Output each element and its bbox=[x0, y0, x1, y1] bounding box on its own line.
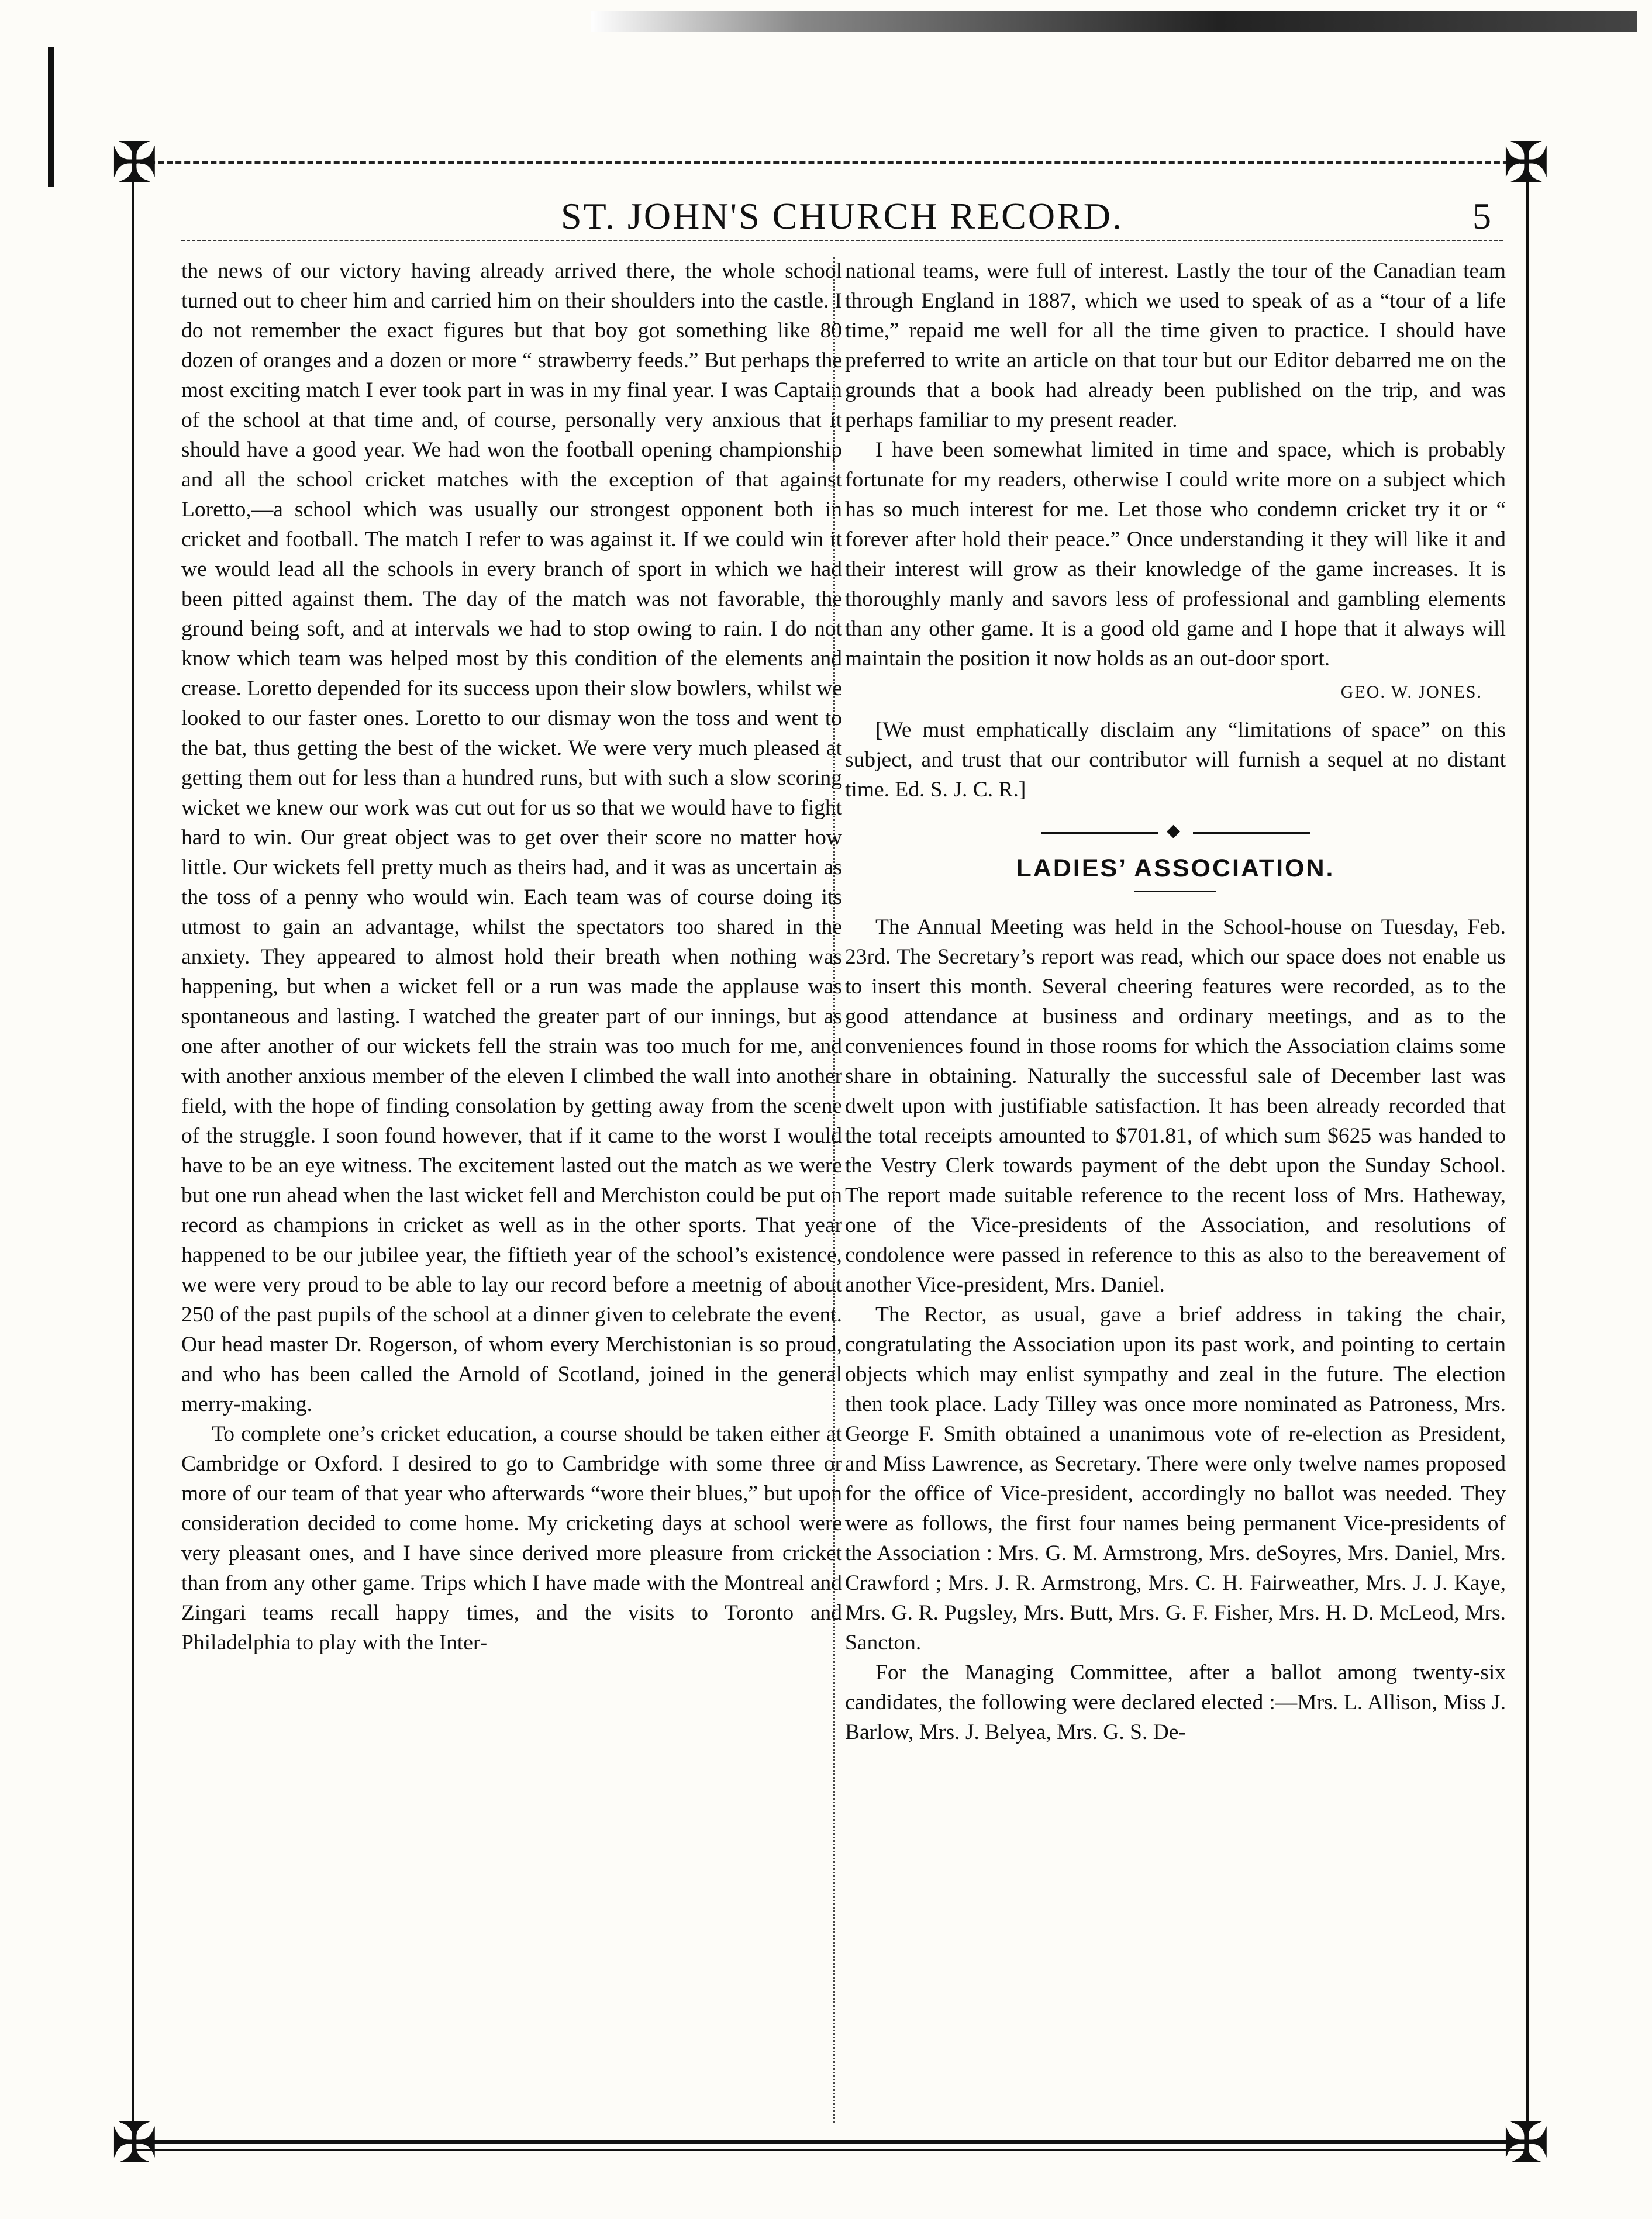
page-number: 5 bbox=[1472, 195, 1491, 237]
divider-line bbox=[1041, 832, 1158, 834]
bottom-rule bbox=[132, 2140, 1526, 2144]
maltese-cross-icon: ✠ bbox=[1502, 130, 1550, 195]
section-paragraph: The Annual Meeting was held in the School-house on Tuesday, Feb. 23rd. The Secretary’s report was read, which our space does not enable us to insert this month. Several cheering features were recorded, as to the good attendance at business and ordinary meetings, and as to the conveniences found in those rooms for which the Association claims some share in obtaining. Naturally the successful sale of December last was dwelt upon with justifiable satisfaction. It has been already recorded that the total receipts amounted to $701.81, of which sum $625 was handed to the Vestry Clerk towards payment of the debt upon the Sunday School. The report made suitable reference to the recent loss of Mrs. Hatheway, one of the Vice-presidents of the Association, and resolutions of condolence were passed in reference to this as also to the bereavement of another Vice-president, Mrs. Daniel. bbox=[845, 915, 1506, 1297]
article-paragraph: the news of our victory having already arrived there, the whole school turned out to cheer him and carried him on their shoulders into the castle. I do not remember the exact figures but that boy got something like 80 dozen of oranges and a dozen or more “ strawberry feeds.” But perhaps the most exciting match I ever took part in was in my final year. I was Captain of the school at that time and, of course, personally very anxious that it should have a good year. We had won the football opening championship and all the school cricket matches with the exception of that against Loretto,—a school which was usually our strongest opponent both in cricket and football. The match I refer to was against it. If we could win it we would lead all the schools in every branch of sport in which we had been pitted against them. The day of the match was not favorable, the ground being soft, and at intervals we had to stop owing to rain. I do not know which team was helped most by this condition of the elements and crease. Loretto depended for its success upon their slow bowlers, whilst we looked to our faster ones. Loretto to our dismay won the toss and went to the bat, thus getting the best of the wicket. We were very much pleased at getting them out for less than a hundred runs, but with such a slow scoring wicket we knew our work was cut out for us so that we would have to fight hard to win. Our great object was to get over their score no matter how little. Our wickets fell pretty much as theirs had, and it was as uncertain as the toss of a penny who would win. Each team was of course doing its utmost to gain an advantage, whilst the spectators too shared in the anxiety. They appeared to almost hold their breath when nothing was happening, but when a wicket fell or a run was made the applause was spontaneous and lasting. I watched the greater part of our innings, but as one after another of our wickets fell the strain was too much for me, and with another anxious member of the eleven I climbed the wall into another field, with the hope of finding consolation by getting away from the scene of the struggle. I soon found however, that if it came to the worst I would have to be an eye witness. The excitement lasted out the match as we were but one run ahead when the last wicket fell and Merchiston could be put on record as champions in cricket as well as in the other sports. That year happened to be our jubilee year, the fiftieth year of the school’s existence, we were very proud to be able to lay our record before a meetnig of about 250 of the past pupils of the school at a dinner given to celebrate the event. Our head master Dr. Rogerson, of whom every Merchistonian is so proud, and who has been called the Arnold of Scotland, joined in the general merry-making. bbox=[181, 259, 842, 1416]
article-paragraph: I have been somewhat limited in time and space, which is probably fortunate for my readers, otherwise I could write more on a subject which has so much interest for me. Let those who condemn cricket try it or “ forever after hold their peace.” Once understanding it they will like it and their interest will grow as their knowledge of the game increases. It is thoroughly manly and savors less of professional and gambling elements than any other game. It is a good old game and I hope that it always will maintain the position it now holds as an out-door sport. bbox=[845, 438, 1506, 671]
heading-underline bbox=[1134, 891, 1216, 892]
article-paragraph: To complete one’s cricket education, a course should be taken either at Cambridge or Oxford. I desired to go to Cambridge with some three or more of our team of that year who afterwards “wore their blues,” but upon consideration decided to come home. My cricketing days at school were very pleasant ones, and I have since derived more pleasure from cricket than from any other game. Trips which I have made with the Montreal and Zingari teams recall happy times, and the visits to Toronto and Philadelphia to play with the Inter- bbox=[181, 1422, 842, 1655]
maltese-cross-icon: ✠ bbox=[111, 130, 158, 195]
maltese-cross-icon: ✠ bbox=[1502, 2110, 1550, 2176]
scan-edge-mark bbox=[48, 47, 54, 187]
maltese-cross-icon: ✠ bbox=[111, 2110, 158, 2176]
author-signature: GEO. W. JONES. bbox=[1340, 682, 1482, 702]
page-header bbox=[181, 193, 1503, 241]
page-title: ST. JOHN'S CHURCH RECORD. bbox=[561, 195, 1123, 237]
diamond-icon: ◆ bbox=[1167, 820, 1181, 841]
editor-note: [We must emphatically disclaim any “limitations of space” on this subject, and trust that our contributor will furnish a sequel at no distant time. Ed. S. J. C. R.] bbox=[845, 718, 1506, 802]
bottom-rule-thin bbox=[132, 2149, 1526, 2151]
article-paragraph: national teams, were full of interest. Lastly the tour of the Canadian team through England in 1887, which we used to speak of as a “tour of a life time,” repaid me well for all the time given to practice. I should have preferred to write an article on that tour but our Editor debarred me on the grounds that a book had already been published on the trip, and was perhaps familiar to my present reader. bbox=[845, 259, 1506, 432]
section-heading: LADIES’ ASSOCIATION. bbox=[1016, 854, 1335, 882]
section-paragraph: For the Managing Committee, after a ballot among twenty-six candidates, the following were declared elected :—Mrs. L. Allison, Miss J. Barlow, Mrs. J. Belyea, Mrs. G. S. De- bbox=[845, 1661, 1506, 1744]
scan-smudge bbox=[591, 11, 1637, 32]
divider-line bbox=[1193, 832, 1310, 834]
right-column bbox=[845, 256, 1506, 1747]
left-column bbox=[181, 256, 842, 1658]
section-divider bbox=[1041, 820, 1310, 841]
top-rule bbox=[132, 161, 1526, 164]
section-paragraph: The Rector, as usual, gave a brief address in taking the chair, congratulating the Association upon its past work, and pointing to certain objects which may enlist sympathy and zeal in the future. The election then took place. Lady Tilley was once more nominated as Patroness, Mrs. George F. Smith obtained a unanimous vote of re-election as President, and Miss Lawrence, as Secretary. There were only twelve names proposed for the office of Vice-president, accordingly no ballot was needed. They were as follows, the first four names being permanent Vice-presidents of the Association : Mrs. G. M. Armstrong, Mrs. deSoyres, Mrs. Daniel, Mrs. Crawford ; Mrs. J. R. Armstrong, Mrs. C. H. Fairweather, Mrs. J. J. Kaye, Mrs. G. R. Pugsley, Mrs. Butt, Mrs. G. F. Fisher, Mrs. H. D. McLeod, Mrs. Sancton. bbox=[845, 1303, 1506, 1655]
